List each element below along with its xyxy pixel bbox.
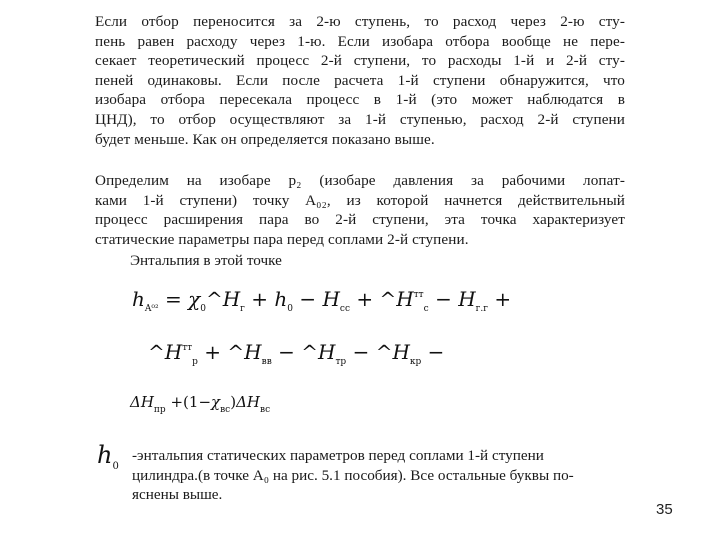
formula-operator: −	[299, 287, 317, 311]
text-line: процесс расширения пара во 2-й ступени, эта точка характеризует	[95, 211, 625, 229]
page-number: 35	[656, 501, 673, 518]
text-line: пень равен расходу через 1-ю. Если изобара отбора вообще не пере-	[95, 32, 625, 50]
formula-subscript: 0	[200, 304, 206, 314]
formula-subscript: вс	[220, 405, 231, 415]
formula-subscript: пр	[153, 405, 166, 415]
formula-term: ΔH	[236, 393, 260, 411]
h0-base: h	[97, 441, 113, 469]
formula-term: ^H	[148, 340, 183, 364]
text-line: яснены выше.	[132, 486, 223, 504]
formula-term: h	[132, 287, 145, 311]
formula-term: H	[322, 287, 340, 311]
formula-subscript: вв	[261, 357, 272, 367]
formula-operator: −	[435, 287, 452, 311]
formula-subscript: г	[240, 304, 245, 314]
formula-line-1	[132, 287, 511, 314]
formula-term: h	[274, 287, 288, 311]
formula-subscript: р	[192, 357, 198, 367]
paragraph-point-definition	[95, 171, 625, 249]
enthalpy-label: Энтальпия в этой точке	[130, 252, 282, 269]
formula-operator: +	[356, 287, 374, 311]
formula-term: χ	[211, 393, 221, 411]
formula-subscript: г.г	[475, 304, 488, 314]
formula-operator: =	[164, 287, 182, 311]
text-line: секает теоретический процесс 2-й ступени, то расходы 1-й и 2-й сту-	[95, 52, 625, 70]
formula-subscript: 0	[287, 304, 293, 314]
formula-term: ΔH	[130, 393, 154, 411]
formula-line-2	[148, 340, 444, 367]
formula-term: ^H	[205, 287, 241, 311]
h0-subscript: 0	[112, 460, 119, 472]
formula-subscript: сс	[339, 304, 351, 314]
text-line: статические параметры пара перед соплами 2-й ступени.	[95, 230, 469, 248]
text-line: ками 1-й ступени) точку A₀₂, из которой начнется действительный	[95, 191, 625, 209]
formula-line-3	[130, 393, 270, 415]
formula-operator: +	[251, 287, 268, 311]
text-line: пеней одинаковы. Если после расчета 1-й ступени обнаружится, что	[95, 71, 625, 89]
formula-operator: −	[278, 340, 295, 364]
formula-superscript: тт	[413, 290, 424, 300]
formula-operator: −	[352, 340, 370, 364]
formula-operator: +	[170, 393, 184, 411]
h0-symbol	[97, 441, 119, 472]
formula-operator: )	[230, 393, 237, 411]
paragraph-extraction-flow	[95, 12, 625, 149]
text-line: -энтальпия статических параметров перед соплами 1-й ступени	[132, 447, 544, 464]
formula-term: ^H	[301, 340, 336, 364]
text-line: изобара отбора пересекала процесс в 1-й (это может наблюдатся в	[95, 91, 625, 109]
paragraph-h0-definition	[132, 446, 630, 505]
formula-term: χ	[188, 287, 201, 311]
formula-subscript: тр	[335, 357, 347, 367]
formula-superscript: тт	[182, 343, 193, 353]
formula-subscript: A⁰²	[144, 304, 159, 314]
text-line: Если отбор переносится за 2-ю ступень, то расход через 2-ю сту-	[95, 13, 625, 30]
formula-term: ^H	[379, 287, 414, 311]
formula-term: H	[458, 287, 476, 311]
formula-operator: +	[494, 287, 512, 311]
formula-term: ^H	[375, 340, 410, 364]
formula-operator: +	[204, 340, 222, 364]
formula-subscript: вс	[260, 405, 271, 415]
text-line: Определим на изобаре p₂ (изобаре давления за рабочими лопат-	[95, 172, 625, 189]
formula-term: ^H	[227, 340, 262, 364]
formula-operator: −	[427, 340, 445, 364]
text-line: будет меньше. Как он определяется показано выше.	[95, 130, 435, 148]
formula-subscript: с	[423, 304, 429, 314]
text-line: цилиндра.(в точке A₀ на рис. 5.1 пособия). Все остальные буквы по-	[132, 466, 574, 484]
text-line: ЦНД), то отбор осуществляют за 1-й ступенью, расход 2-й ступени	[95, 110, 625, 128]
formula-subscript: кр	[409, 357, 422, 367]
formula-operator: (1−	[183, 393, 212, 411]
